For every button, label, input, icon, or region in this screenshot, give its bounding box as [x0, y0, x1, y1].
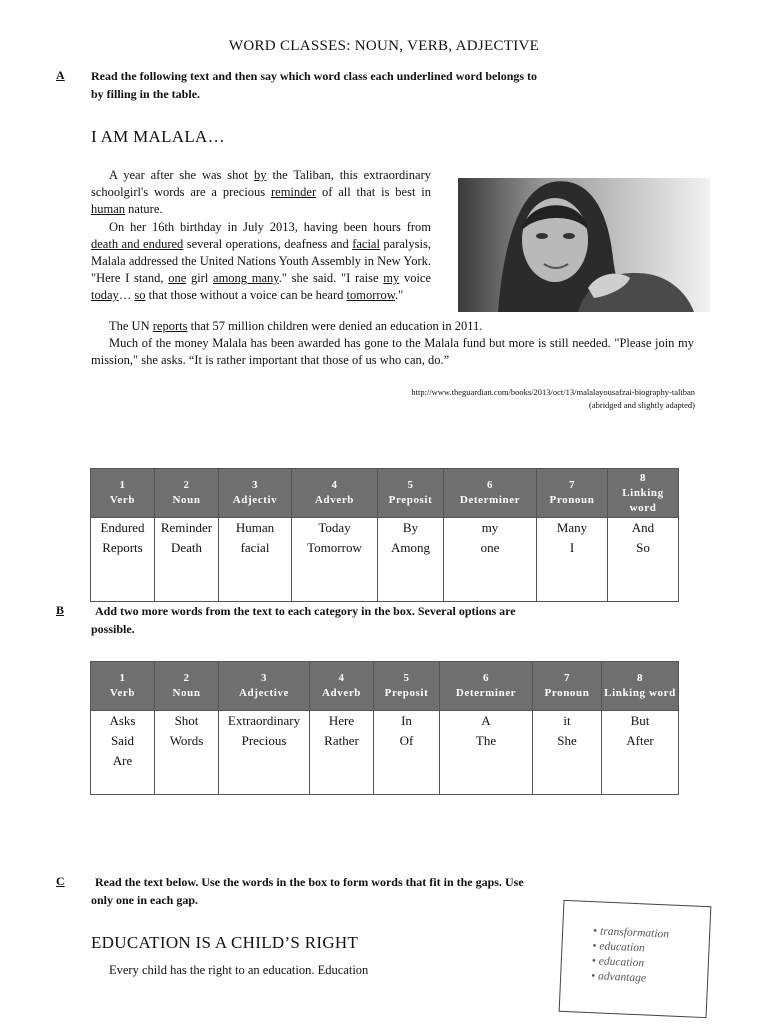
column-label: Determiner — [459, 494, 521, 506]
underlined-word: tomorrow — [346, 288, 396, 303]
section-c-letter: C — [56, 874, 65, 888]
answer-word: Reminder — [160, 520, 213, 535]
table-a-header-5 — [378, 469, 444, 518]
table-b-body-row — [91, 711, 679, 795]
answer-word: my — [481, 520, 499, 535]
source-citation — [300, 386, 695, 412]
column-number: 6 — [482, 672, 490, 684]
text-span: The UN — [109, 319, 153, 333]
table-a-header-4 — [292, 469, 378, 518]
answer-word: The — [475, 733, 497, 748]
article-paragraph-3 — [91, 318, 694, 335]
text-span: ." she said. "I raise — [278, 271, 384, 286]
table-a-answer-cell-1 — [91, 518, 155, 602]
table-b-header-3 — [219, 662, 310, 711]
answer-word: Asks — [109, 713, 136, 728]
underlined-word: reminder — [271, 185, 317, 200]
section-b-letter: B — [56, 603, 65, 617]
table-a-header-1 — [91, 469, 155, 518]
answer-word: Tomorrow — [307, 540, 362, 555]
underlined-word: by — [254, 168, 267, 182]
column-label: Linking word — [604, 687, 676, 699]
word-box-item: • advantage — [591, 969, 708, 989]
section-a-instruction — [91, 67, 611, 103]
text-span: … — [118, 288, 135, 303]
table-b-answer-cell-5 — [374, 711, 440, 795]
table-b-header-7 — [533, 662, 602, 711]
underlined-word: death and endured — [91, 236, 184, 251]
column-number: 7 — [568, 479, 576, 491]
table-b-header-6 — [440, 662, 533, 711]
text-span: voice — [399, 271, 432, 286]
table-a-header-2 — [155, 469, 219, 518]
column-label: Preposit — [384, 687, 429, 699]
table-b-answer-cell-1 — [91, 711, 155, 795]
table-b-header-5 — [374, 662, 440, 711]
table-b-answer-cell-8 — [602, 711, 679, 795]
underlined-word: reports — [152, 319, 188, 333]
text-span: girl — [186, 271, 214, 286]
answer-word: Reports — [102, 540, 143, 555]
table-b-header-1 — [91, 662, 155, 711]
text-span: On her 16th birthday in July 2013, having been hours from — [109, 219, 431, 234]
word-box-item: • education — [592, 954, 709, 974]
column-label: Noun — [172, 687, 201, 699]
answer-word: Of — [399, 733, 414, 748]
column-number: 2 — [183, 479, 190, 491]
underlined-word: my — [383, 271, 400, 286]
source-url: http://www.theguardian.com/books/2013/oct/13/malalayousafzai-biography-taliban — [411, 387, 695, 397]
section-c-text — [91, 962, 531, 979]
answer-word: Precious — [241, 733, 287, 748]
answer-word: it — [563, 713, 571, 728]
answer-word: In — [401, 713, 412, 728]
article-paragraph-1 — [91, 167, 431, 219]
text-span: paralysis, Malala addressed the United Nations Youth Assembly in New York. "Here I stand, — [91, 236, 431, 286]
table-a-answer-cell-7 — [537, 518, 608, 602]
column-label: Preposit — [388, 494, 433, 506]
section-b-instruction — [91, 602, 611, 638]
table-a-answer-cell-6 — [444, 518, 537, 602]
column-number: 4 — [331, 479, 338, 491]
column-label: Linking word — [622, 486, 664, 514]
answer-word: After — [626, 733, 654, 748]
answer-word: But — [630, 713, 650, 728]
answer-word: one — [480, 540, 500, 555]
column-label: Adverb — [321, 687, 362, 699]
table-a-answer-cell-3 — [219, 518, 292, 602]
underlined-word: facial — [352, 236, 380, 251]
underlined-word: today — [91, 288, 119, 303]
column-number: 5 — [407, 479, 414, 491]
section-c-paragraph: Every child has the right to an education. Education — [109, 963, 369, 977]
text-span: nature. — [125, 202, 163, 217]
column-label: Verb — [109, 494, 136, 506]
word-class-table-b — [90, 661, 679, 795]
column-number: 8 — [639, 471, 647, 484]
word-box-list — [561, 901, 710, 989]
answer-word: Words — [169, 733, 204, 748]
text-span: several operations, deafness and — [183, 236, 353, 251]
table-b-header-2 — [155, 662, 219, 711]
text-span: of all that is best in — [316, 185, 431, 200]
column-number: 7 — [563, 672, 571, 684]
section-a-letter: A — [56, 68, 65, 82]
column-number: 5 — [403, 672, 410, 684]
answer-word: Rather — [324, 733, 359, 748]
section-a-instruction-line1: Read the following text and then say which word class each underlined word belongs to — [91, 69, 538, 83]
table-a-header-8 — [608, 469, 679, 518]
column-label: Noun — [172, 494, 201, 506]
table-a-header-6 — [444, 469, 537, 518]
answer-word: By — [402, 520, 419, 535]
answer-word: Many — [556, 520, 588, 535]
answer-word: Extraordinary — [227, 713, 301, 728]
source-note: (abridged and slightly adapted) — [589, 400, 695, 410]
text-span: that 57 million children were denied an education in 2011. — [187, 319, 483, 333]
table-a-header-3 — [219, 469, 292, 518]
column-number: 3 — [260, 672, 268, 684]
answer-word: A — [481, 713, 491, 728]
answer-word: And — [631, 520, 655, 535]
answer-word: So — [636, 540, 650, 555]
column-label: Adjective — [239, 687, 289, 699]
text-span: A year after she was shot — [109, 168, 255, 182]
answer-word: I — [569, 540, 575, 555]
article-paragraph-2 — [91, 219, 431, 305]
underlined-word: human — [91, 202, 126, 217]
column-number: 1 — [119, 479, 126, 491]
table-a-answer-cell-2 — [155, 518, 219, 602]
table-a-header-7 — [537, 469, 608, 518]
answer-word: Here — [328, 713, 355, 728]
table-b-header-4 — [310, 662, 374, 711]
table-a-answer-cell-8 — [608, 518, 679, 602]
underlined-word: among many — [213, 271, 279, 286]
portrait-image — [458, 178, 710, 312]
answer-word: Said — [110, 733, 135, 748]
section-c-instruction-line2: only one in each gap. — [91, 893, 199, 907]
malala-photo — [458, 178, 710, 312]
answer-word: She — [557, 733, 577, 748]
table-a-body-row — [91, 518, 679, 602]
table-a-answer-cell-4 — [292, 518, 378, 602]
underlined-word: one — [168, 271, 187, 286]
column-number: 8 — [636, 672, 644, 684]
table-b-answer-cell-6 — [440, 711, 533, 795]
section-c-heading: EDUCATION IS A CHILD’S RIGHT — [91, 933, 359, 952]
answer-word: Endured — [100, 520, 145, 535]
column-number: 6 — [486, 479, 494, 491]
text-span: ." — [395, 288, 404, 303]
word-box-item: • education — [592, 939, 709, 959]
column-number: 2 — [183, 672, 190, 684]
page-title: WORD CLASSES: NOUN, VERB, ADJECTIVE — [228, 38, 540, 54]
table-a-answer-cell-5 — [378, 518, 444, 602]
section-c-instruction-line1: Read the text below. Use the words in the box to form words that fit in the gaps. Use — [95, 875, 524, 889]
section-c-instruction — [91, 873, 611, 909]
answer-word: Are — [112, 753, 133, 768]
table-b-answer-cell-2 — [155, 711, 219, 795]
answer-word: Shot — [174, 713, 199, 728]
answer-word: Death — [170, 540, 203, 555]
column-label: Pronoun — [549, 494, 595, 506]
article-text-narrow — [91, 167, 431, 305]
text-span: the Taliban, this extraordinary schoolgirl's words are a precious — [91, 168, 431, 200]
column-number: 3 — [251, 479, 259, 491]
table-b-answer-cell-7 — [533, 711, 602, 795]
column-number: 1 — [119, 672, 126, 684]
column-number: 4 — [338, 672, 345, 684]
answer-word: Among — [391, 540, 430, 555]
section-a-instruction-line2: by filling in the table. — [91, 87, 201, 101]
column-label: Pronoun — [544, 687, 590, 699]
table-b-answer-cell-3 — [219, 711, 310, 795]
column-label: Determiner — [455, 687, 517, 699]
section-b-instruction-line2: possible. — [91, 622, 135, 636]
answer-word: facial — [240, 540, 270, 555]
text-span: that those without a voice can be heard — [145, 288, 347, 303]
table-b-header-row — [91, 662, 679, 711]
column-label: Verb — [109, 687, 136, 699]
table-b-answer-cell-4 — [310, 711, 374, 795]
table-a-header-row — [91, 469, 679, 518]
section-b-instruction-line1: Add two more words from the text to each category in the box. Several options are — [95, 604, 516, 618]
answer-word: Today — [318, 520, 351, 535]
word-box — [559, 900, 712, 1018]
article-heading: I AM MALALA… — [91, 127, 225, 146]
table-b-header-8 — [602, 662, 679, 711]
article-paragraph-4: Much of the money Malala has been awarded has gone to the Malala fund but more is still needed. "Please join my mission," she asks. “It is rather important that those of us who can, do.” — [91, 336, 694, 368]
underlined-word: so — [134, 288, 146, 303]
article-text-wide — [91, 318, 694, 370]
answer-word: Human — [235, 520, 275, 535]
word-box-item: • transformation — [593, 924, 710, 944]
word-class-table-a — [90, 468, 679, 602]
column-label: Adjectiv — [232, 494, 278, 506]
column-label: Adverb — [314, 494, 355, 506]
